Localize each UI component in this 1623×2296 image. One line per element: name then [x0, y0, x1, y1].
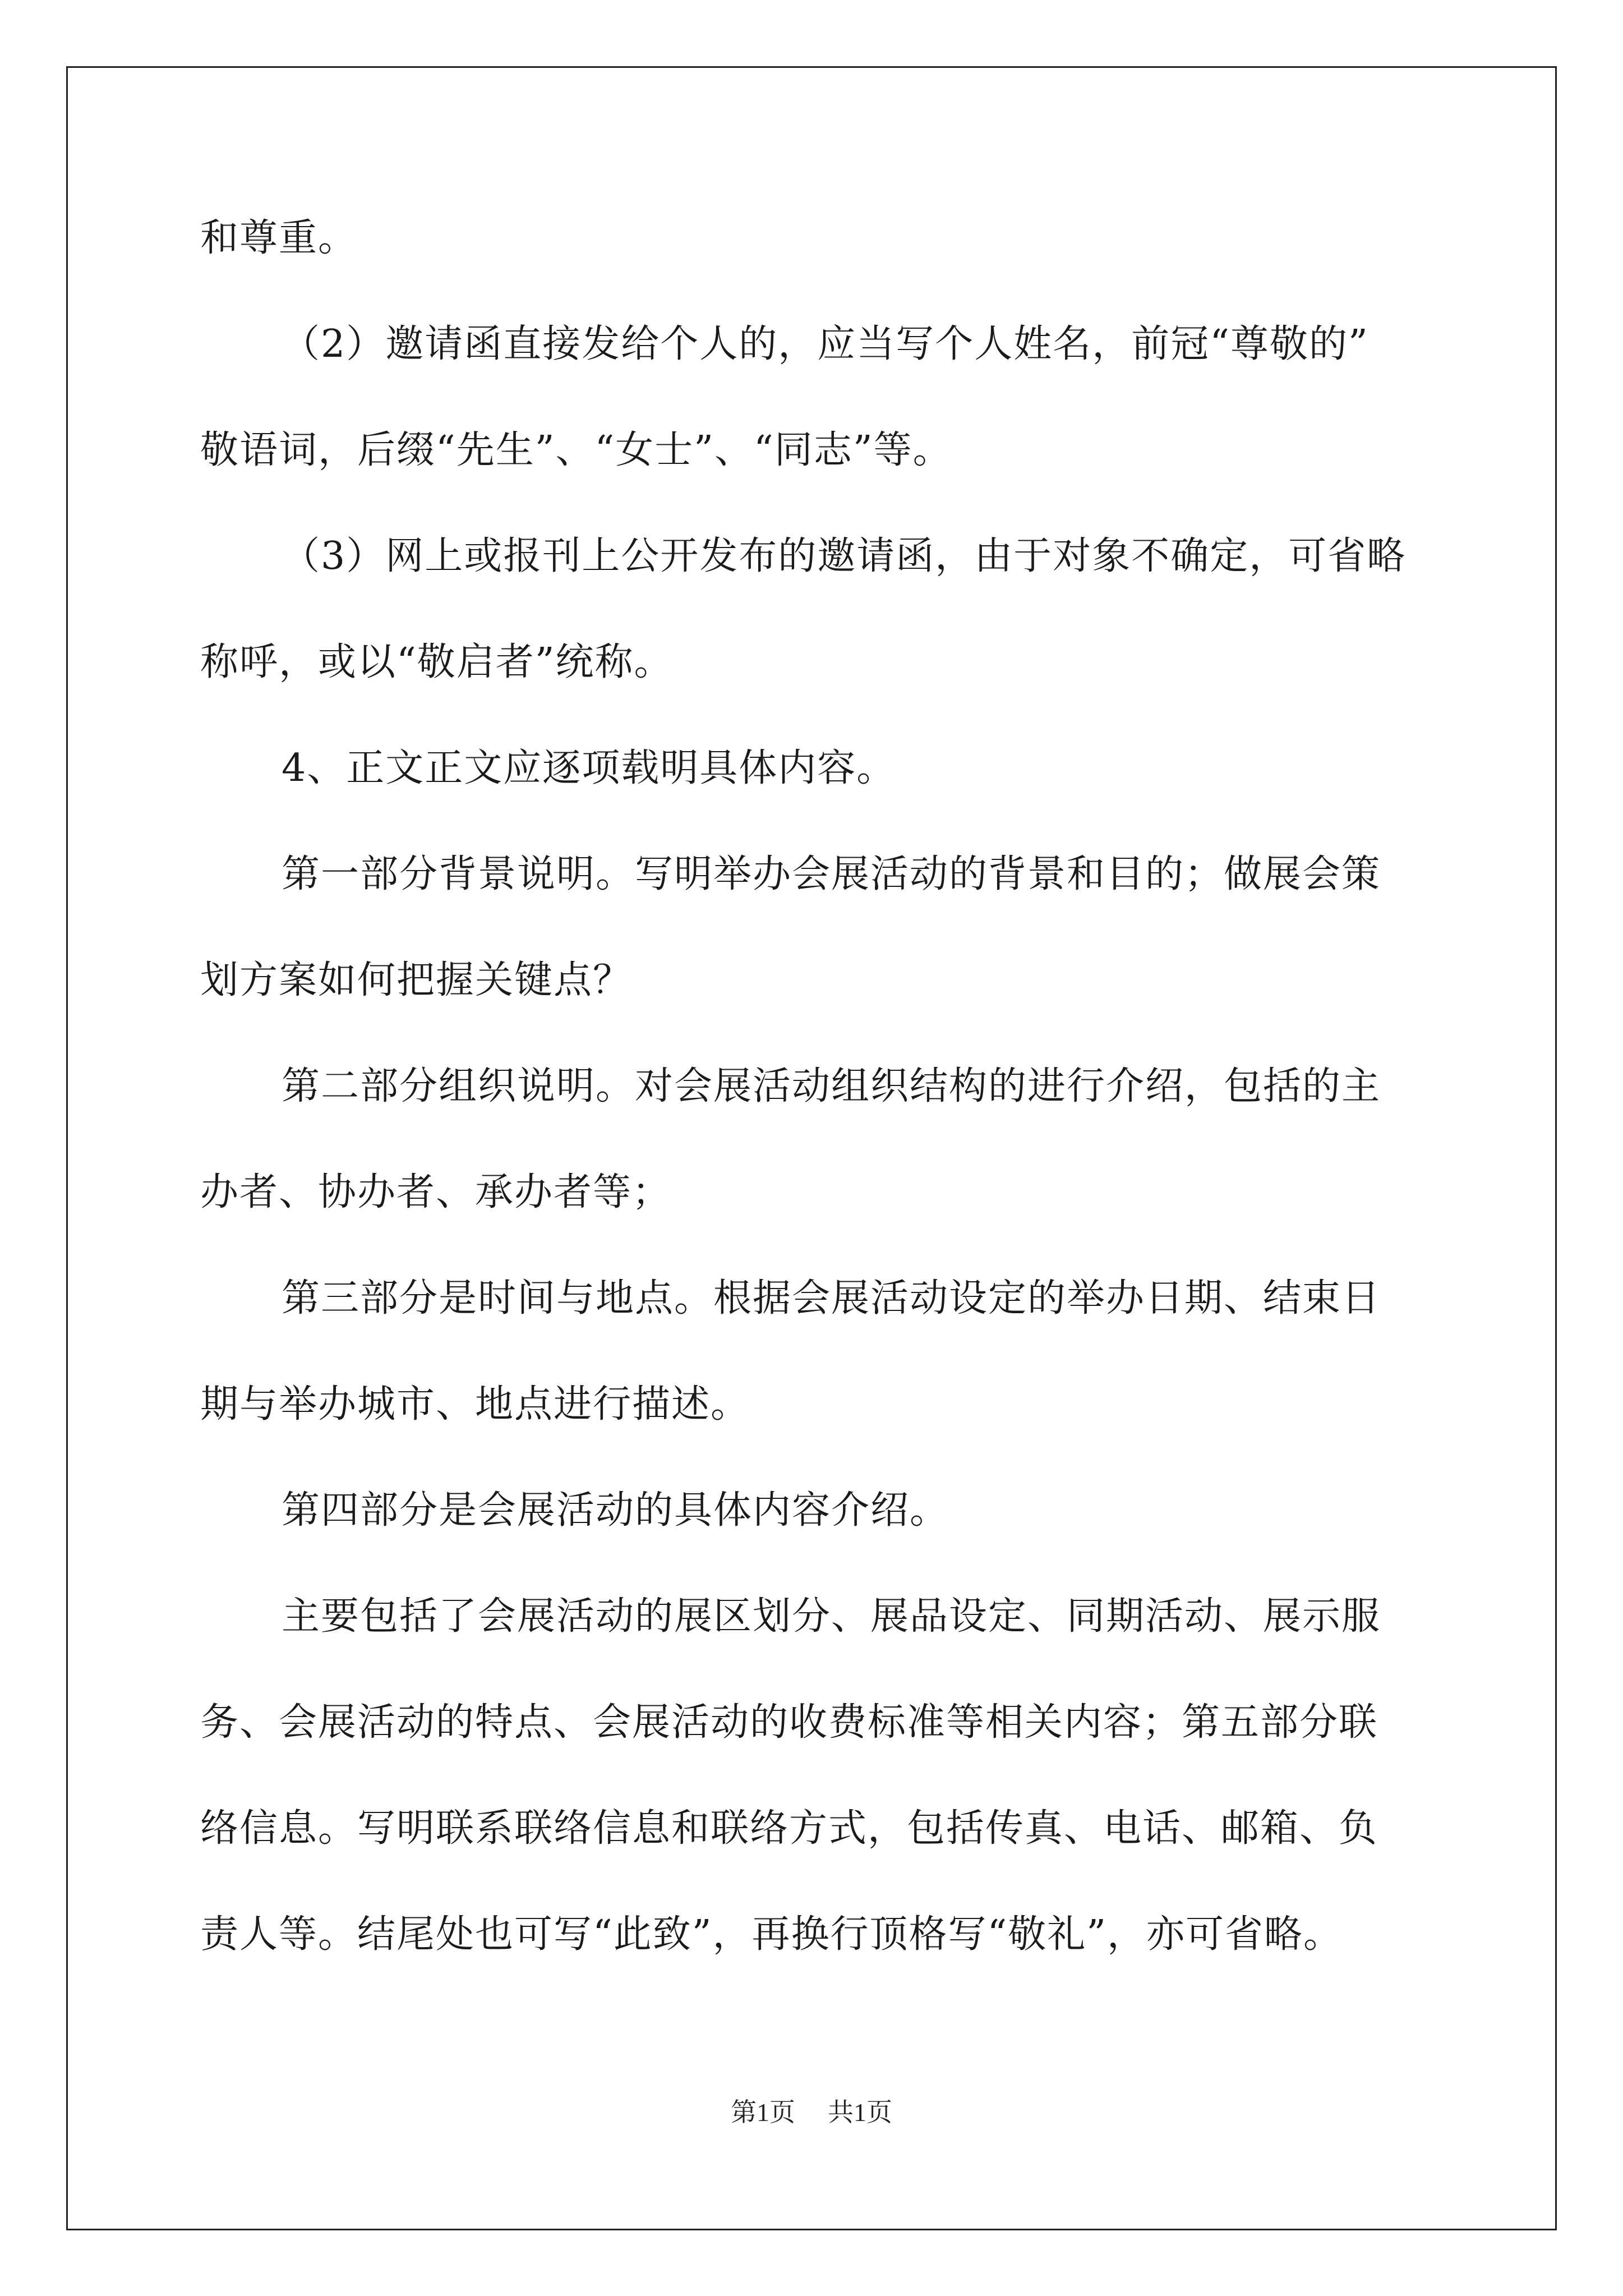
text-line: 第四部分是会展活动的具体内容介绍。 [282, 1488, 949, 1533]
text-line: 络信息。写明联系联络信息和联络方式，包括传真、电话、邮箱、负 [200, 1806, 1378, 1851]
text-line: 务、会展活动的特点、会展活动的收费标准等相关内容；第五部分联 [200, 1700, 1378, 1745]
text-line: （2）邀请函直接发给个人的，应当写个人姓名，前冠“尊敬的” [282, 322, 1369, 366]
text-line: 划方案如何把握关键点？ [200, 958, 633, 1002]
text-line: 第二部分组织说明。对会展活动组织结构的进行介绍，包括的主 [282, 1064, 1381, 1108]
text-line: 主要包括了会展活动的展区划分、展品设定、同期活动、展示服 [282, 1594, 1381, 1639]
page-footer [0, 2097, 1623, 2128]
text-line: 第三部分是时间与地点。根据会展活动设定的举办日期、结束日 [282, 1276, 1381, 1320]
text-line: （3）网上或报刊上公开发布的邀请函，由于对象不确定，可省略 [282, 534, 1407, 578]
text-line: 期与举办城市、地点进行描述。 [200, 1382, 750, 1427]
page-number: 第1页 [731, 2098, 795, 2127]
text-line: 责人等。结尾处也可写“此致”，再换行顶格写“敬礼”，亦可省略。 [200, 1912, 1343, 1957]
text-line: 第一部分背景说明。写明举办会展活动的背景和目的；做展会策 [282, 852, 1381, 896]
text-line: 4、正文正文应逐项载明具体内容。 [282, 746, 896, 790]
document-body [200, 216, 1428, 2018]
text-line: 办者、协办者、承办者等； [200, 1170, 672, 1214]
text-line: 和尊重。 [200, 216, 358, 260]
page-total: 共1页 [828, 2098, 892, 2127]
text-line: 称呼，或以“敬启者”统称。 [200, 640, 674, 684]
text-line: 敬语词，后缀“先生”、“女士”、“同志”等。 [200, 428, 952, 472]
